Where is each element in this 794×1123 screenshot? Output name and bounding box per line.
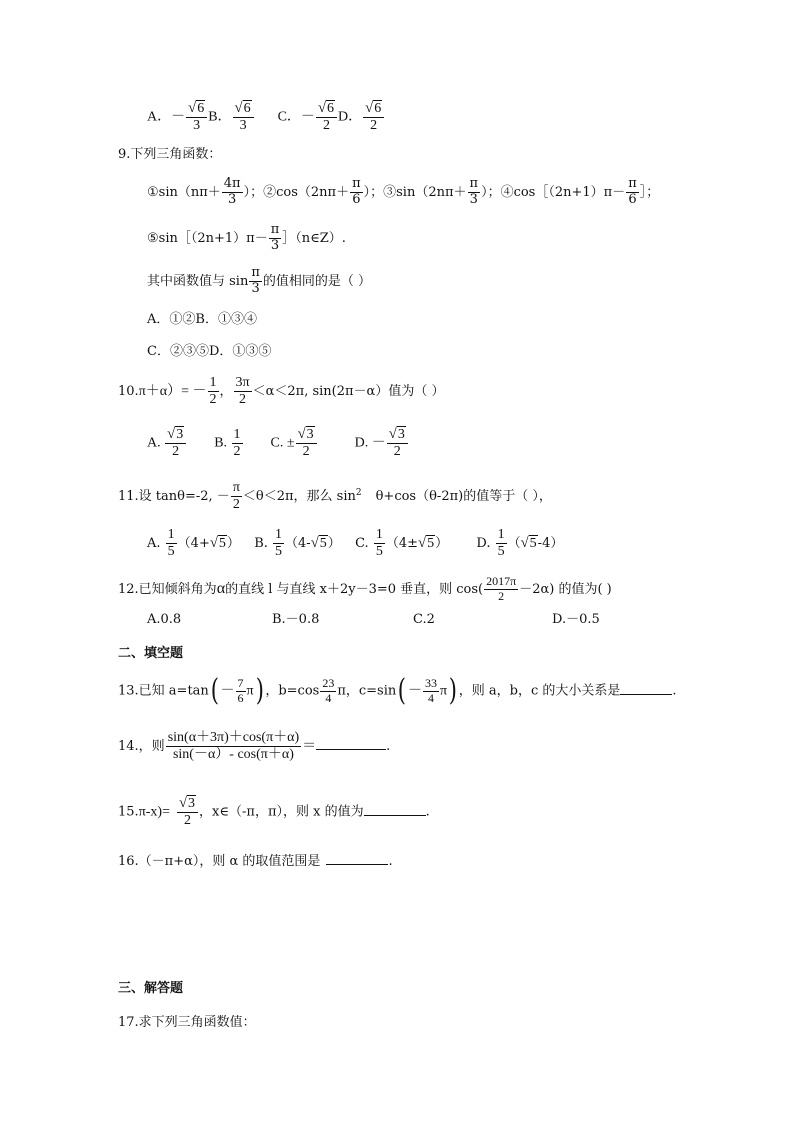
q12-stem: 12.已知倾斜角为α的直线 l 与直线 x＋2y－3=0 垂直，则 cos( $\frac{2017\pi}{2}$ －2α) 的值为( ) bbox=[118, 574, 612, 603]
q8-option-c-label: C．－ bbox=[277, 109, 315, 125]
q12-option-c: C.2 bbox=[413, 612, 435, 627]
section-solve-title: 三、解答题 bbox=[118, 981, 184, 996]
q16-answer-blank[interactable] bbox=[326, 864, 388, 865]
q9-items-line2: ⑤sin［（2n+1）π－ $\frac{\pi}{3}$ ］（n∈Z）. bbox=[147, 222, 346, 253]
q8-options bbox=[147, 100, 385, 134]
q12-option-a: A.0.8 bbox=[147, 612, 182, 627]
q11-options: A. $\frac{1}{5}$ （4+√5） B. $\frac{1}{5}$ （4-√5） C. $\frac{1}{5}$ （4±√5） D. $\frac{1}{5}$ （√5-4） bbox=[147, 527, 564, 560]
q17-stem: 17.求下列三角函数值： bbox=[118, 1015, 256, 1030]
q8-a-fraction: $\frac{√6}{3}$ bbox=[186, 100, 207, 134]
q12-option-b: B.－0.8 bbox=[272, 612, 320, 627]
section-fill-in-title: 二、填空题 bbox=[118, 646, 184, 661]
q15-answer-blank[interactable] bbox=[364, 815, 426, 816]
q8-c-fraction: $\frac{√6}{2}$ bbox=[316, 100, 337, 134]
q10-stem: 10.π＋α）= － $\frac{1}{2}$ ， $\frac{3\pi}{2}$ ＜α＜2π, sin(2π－α）值为（ ） bbox=[118, 375, 445, 408]
q15-stem: 15.π-x)= $\frac{√3}{2}$ ，x∈（-π，π），则 x 的值为 . bbox=[118, 795, 430, 829]
q14-stem: 14.，则 $\frac{\sin(\alpha+3\pi)+\cos(\pi+\alpha)}{\sin(-\alpha)- \cos(\pi+\alpha)}$ ＝ . bbox=[118, 730, 391, 763]
q9-options-ab: A．①②B．①③④ bbox=[147, 312, 257, 327]
q9-items-line1: ①sin（nπ＋ $\frac{4\pi}{3}$ ）；②cos（2nπ＋ $\frac{\pi}{6}$ ）；③sin（2nπ＋ $\frac{\pi}{3}$ ）；④cos［（2n+1）π－ $\frac{\pi}{6}$ ］； bbox=[147, 176, 660, 207]
q8-option-a-label: A．－ bbox=[147, 109, 186, 125]
q13-answer-blank[interactable] bbox=[620, 694, 672, 695]
q12-option-d: D.－0.5 bbox=[552, 612, 600, 627]
q9-stem: 9.下列三角函数： bbox=[118, 147, 222, 162]
q11-stem: 11.设 tanθ=-2, － $\frac{\pi}{2}$ ＜θ＜2π，那么 $\sin^2 \theta+\cos(\theta-2\pi)$的值等于（ ）， bbox=[118, 480, 552, 513]
q14-answer-blank[interactable] bbox=[316, 749, 386, 750]
q16-stem: 16.（－π+α），则 α 的取值范围是 . bbox=[118, 854, 393, 869]
q9-question: 其中函数值与 sin $\frac{\pi}{3}$ 的值相同的是（ ） bbox=[147, 265, 372, 296]
q8-b-fraction: $\frac{√6}{3}$ bbox=[233, 100, 254, 134]
q10-options: A. $\frac{√3}{2}$ B. $\frac{1}{2}$ C. ± $\frac{√3}{2}$ D. － $\frac{√3}{2}$ bbox=[147, 426, 409, 460]
q8-option-d-label: D． bbox=[338, 109, 363, 125]
q8-option-b-label: B． bbox=[208, 109, 232, 125]
q9-options-cd: C．②③⑤D．①③⑤ bbox=[147, 344, 272, 359]
q13-stem: 13.已知 a=tan( － $\frac{7}{6}$ π) ，b=cos $\frac{23}{4}$ π，c=sin( － $\frac{33}{4}$ π) ，则 a，b，c 的大小关系是 . bbox=[118, 673, 677, 708]
q8-d-fraction: $\frac{√6}{2}$ bbox=[363, 100, 384, 134]
